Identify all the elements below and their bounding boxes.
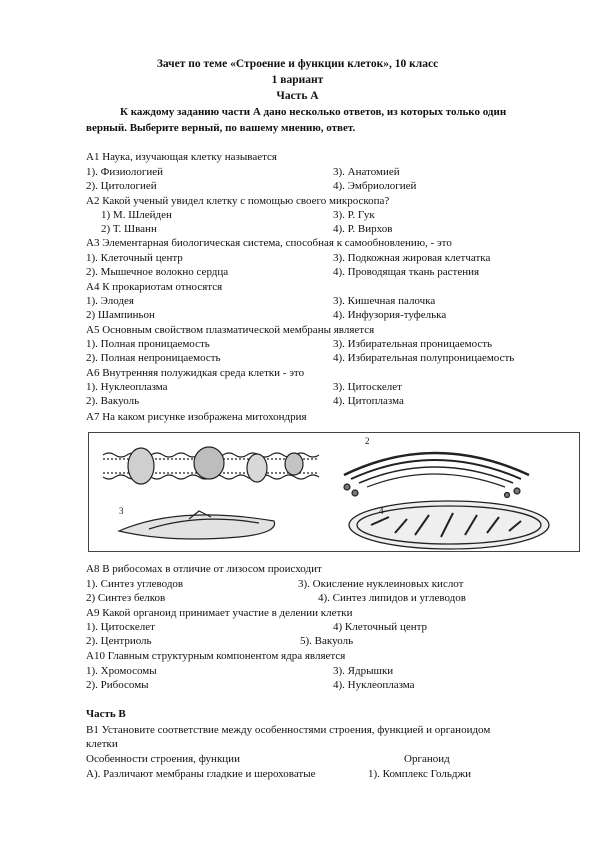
answer-option: 4). Инфузория-туфелька — [333, 309, 447, 321]
question-a9: А9 Какой органоид принимает участие в делении клетки — [86, 607, 353, 619]
answer-option: 1). Клеточный центр — [86, 252, 183, 264]
answer-option: 1). Хромосомы — [86, 665, 157, 677]
match-answer-1: 1). Комплекс Гольджи — [368, 768, 472, 780]
question-a6: А6 Внутренняя полужидкая среда клетки - это — [86, 367, 305, 379]
question-b1: В1 Установите соответствие между особенностями строения, функцией и органоидом — [86, 724, 491, 736]
question-a3: А3 Элементарная биологическая система, способная к самообновлению, - это — [86, 237, 452, 249]
answer-option: 2) Т. Шванн — [101, 223, 157, 235]
answer-option: 5). Вакуоль — [300, 635, 354, 647]
answer-option: 2) Шампиньон — [86, 309, 155, 321]
answer-option: 4). Синтез липидов и углеводов — [318, 592, 466, 604]
answer-option: 2). Цитологией — [86, 180, 157, 192]
answer-option: 4). Эмбриологией — [333, 180, 417, 192]
answer-option: 4) Клеточный центр — [333, 621, 428, 633]
answer-option: 1). Элодея — [86, 295, 134, 307]
variant-label: 1 вариант — [271, 74, 324, 86]
part-b-heading: Часть В — [86, 708, 126, 720]
answer-option: 1). Нуклеоплазма — [86, 381, 168, 393]
answer-option: 1). Физиологией — [86, 166, 163, 178]
answer-option: 1). Синтез углеводов — [86, 578, 184, 590]
answer-option: 3). Кишечная палочка — [333, 295, 436, 307]
organelles-drawing — [89, 433, 579, 551]
question-b1-cont: клетки — [86, 738, 118, 750]
golgi-illustration — [344, 453, 529, 498]
membrane-illustration — [103, 447, 319, 484]
answer-option: 2). Полная непроницаемость — [86, 352, 221, 364]
answer-option: 4). Р. Вирхов — [333, 223, 393, 235]
question-a8: А8 В рибосомах в отличие от лизосом происходит — [86, 563, 322, 575]
answer-option: 3). Подкожная жировая клетчатка — [333, 252, 491, 264]
column-header-features: Особенности строения, функции — [86, 753, 240, 765]
answer-option: 3). Ядрышки — [333, 665, 394, 677]
answer-option: 4). Избирательная полупроницаемость — [333, 352, 515, 364]
intro-line-1: К каждому заданию части А дано несколько ответов, из которых только один — [120, 106, 507, 118]
part-a-heading: Часть А — [276, 90, 319, 102]
figure-label-3: 3 — [119, 506, 124, 516]
question-a2: А2 Какой ученый увидел клетку с помощью своего микроскопа? — [86, 195, 390, 207]
figure-label-4: 4 — [379, 506, 384, 516]
answer-option: 1). Цитоскелет — [86, 621, 155, 633]
answer-option: 3). Окисление нуклеиновых кислот — [298, 578, 464, 590]
answer-option: 2). Рибосомы — [86, 679, 149, 691]
question-a7: А7 На каком рисунке изображена митохондрия — [86, 411, 307, 423]
answer-option: 4). Нуклеоплазма — [333, 679, 415, 691]
answer-option: 1). Полная проницаемость — [86, 338, 210, 350]
centriole-illustration — [119, 511, 275, 539]
answer-option: 3). Цитоскелет — [333, 381, 402, 393]
answer-option: 3). Р. Гук — [333, 209, 375, 221]
answer-option: 4). Проводящая ткань растения — [333, 266, 480, 278]
answer-option: 3). Избирательная проницаемость — [333, 338, 493, 350]
question-a1: А1 Наука, изучающая клетку называется — [86, 151, 277, 163]
intro-line-2: верный. Выберите верный, по вашему мнению, ответ. — [86, 122, 356, 134]
question-a10: А10 Главным структурным компонентом ядра является — [86, 650, 346, 662]
organelles-figure — [88, 432, 580, 552]
answer-option: 4). Цитоплазма — [333, 395, 404, 407]
figure-label-2: 2 — [365, 436, 370, 446]
answer-option: 2). Мышечное волокно сердца — [86, 266, 229, 278]
column-header-organoid: Органоид — [404, 753, 450, 765]
answer-option: 2). Вакуоль — [86, 395, 140, 407]
question-a4: А4 К прокариотам относятся — [86, 281, 223, 293]
answer-option: 2). Центриоль — [86, 635, 152, 647]
document-title: Зачет по теме «Строение и функции клеток», 10 класс — [156, 58, 439, 70]
answer-option: 3). Анатомией — [333, 166, 400, 178]
answer-option: 1) М. Шлейден — [101, 209, 172, 221]
question-a5: А5 Основным свойством плазматической мембраны является — [86, 324, 375, 336]
match-row-a: А). Различают мембраны гладкие и шероховатые — [86, 768, 316, 780]
answer-option: 2) Синтез белков — [86, 592, 166, 604]
